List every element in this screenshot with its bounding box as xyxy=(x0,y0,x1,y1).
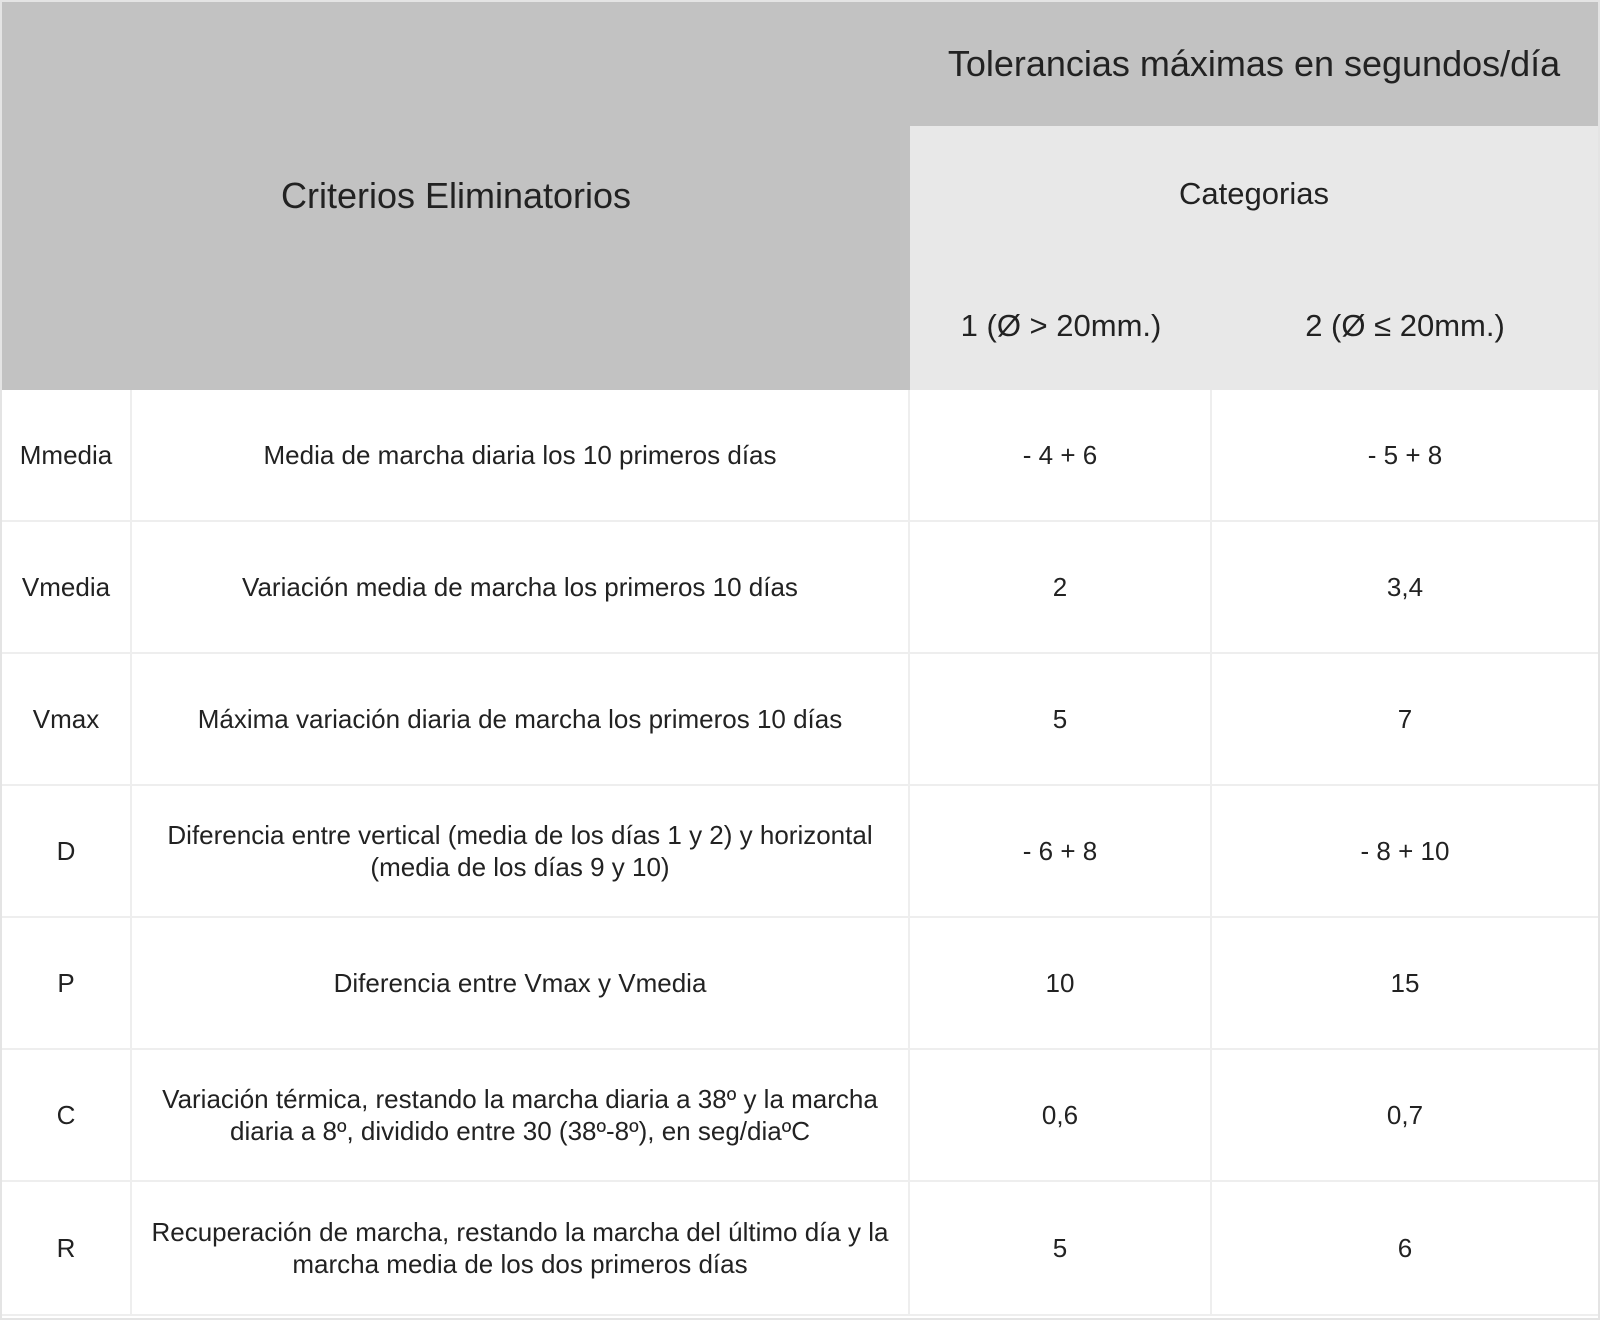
row-cat2-cell xyxy=(1212,522,1598,654)
row-description: Recuperación de marcha, restando la marcha del último día y la marcha media de los dos primeros días xyxy=(151,1217,889,1279)
row-description: Media de marcha diaria los 10 primeros días xyxy=(263,440,777,470)
row-cat1-cell xyxy=(910,1050,1212,1182)
row-code-cell xyxy=(2,918,132,1050)
row-code: P xyxy=(57,968,75,998)
row-code-cell xyxy=(2,1182,132,1316)
row-cat2-cell xyxy=(1212,654,1598,786)
row-cat1-cell xyxy=(910,918,1212,1050)
row-cat2-value: 6 xyxy=(1397,1233,1413,1263)
row-description: Diferencia entre Vmax y Vmedia xyxy=(333,968,707,998)
row-description-cell xyxy=(132,786,910,918)
row-description-cell xyxy=(132,654,910,786)
row-cat1-cell xyxy=(910,522,1212,654)
row-description: Variación térmica, restando la marcha diaria a 38º y la marcha diaria a 8º, dividido entre 30 (38º-8º), en seg/diaºC xyxy=(162,1084,878,1146)
category-1-header xyxy=(910,262,1212,390)
row-code-cell xyxy=(2,1050,132,1182)
row-description-cell xyxy=(132,522,910,654)
row-code: D xyxy=(56,836,76,866)
row-cat1-cell xyxy=(910,654,1212,786)
row-description-cell xyxy=(132,918,910,1050)
row-cat1-value: 2 xyxy=(1052,572,1068,602)
row-code-cell xyxy=(2,786,132,918)
category-1-label: 1 (Ø > 20mm.) xyxy=(960,308,1162,343)
tolerances-header xyxy=(910,2,1598,126)
row-code: Mmedia xyxy=(19,440,113,470)
row-code: R xyxy=(56,1233,76,1263)
row-description-cell xyxy=(132,390,910,522)
row-cat2-value: 3,4 xyxy=(1386,572,1424,602)
row-cat2-cell xyxy=(1212,1182,1598,1316)
categories-header xyxy=(910,126,1598,262)
row-cat1-value: 5 xyxy=(1052,704,1068,734)
criteria-header-label: Criterios Eliminatorios xyxy=(280,175,632,216)
row-cat2-cell xyxy=(1212,390,1598,522)
row-cat2-value: - 8 + 10 xyxy=(1360,836,1450,866)
row-code-cell xyxy=(2,522,132,654)
row-cat2-cell xyxy=(1212,1050,1598,1182)
row-cat2-value: 15 xyxy=(1390,968,1420,998)
row-cat2-value: - 5 + 8 xyxy=(1367,440,1443,470)
row-code-cell xyxy=(2,390,132,522)
tolerances-header-label: Tolerancias máximas en segundos/día xyxy=(947,43,1561,84)
row-cat2-value: 0,7 xyxy=(1386,1100,1424,1130)
row-cat1-cell xyxy=(910,1182,1212,1316)
row-description: Diferencia entre vertical (media de los días 1 y 2) y horizontal (media de los días 9 y 10) xyxy=(167,820,873,882)
row-cat1-value: - 6 + 8 xyxy=(1022,836,1098,866)
row-cat2-value: 7 xyxy=(1397,704,1413,734)
row-code: Vmedia xyxy=(21,572,111,602)
row-cat1-cell xyxy=(910,390,1212,522)
row-description: Máxima variación diaria de marcha los primeros 10 días xyxy=(197,704,843,734)
row-cat1-value: 5 xyxy=(1052,1233,1068,1263)
row-cat1-cell xyxy=(910,786,1212,918)
row-cat1-value: 0,6 xyxy=(1041,1100,1079,1130)
row-code: C xyxy=(56,1100,76,1130)
row-description: Variación media de marcha los primeros 10 días xyxy=(242,572,798,602)
row-cat1-value: - 4 + 6 xyxy=(1022,440,1098,470)
row-cat2-cell xyxy=(1212,918,1598,1050)
row-cat1-value: 10 xyxy=(1045,968,1075,998)
row-code: Vmax xyxy=(32,704,100,734)
categories-header-label: Categorias xyxy=(1179,176,1329,211)
category-2-header xyxy=(1212,262,1598,390)
row-description-cell xyxy=(132,1050,910,1182)
criteria-header xyxy=(2,2,910,390)
category-2-label: 2 (Ø ≤ 20mm.) xyxy=(1305,308,1505,343)
row-description-cell xyxy=(132,1182,910,1316)
row-cat2-cell xyxy=(1212,786,1598,918)
row-code-cell xyxy=(2,654,132,786)
